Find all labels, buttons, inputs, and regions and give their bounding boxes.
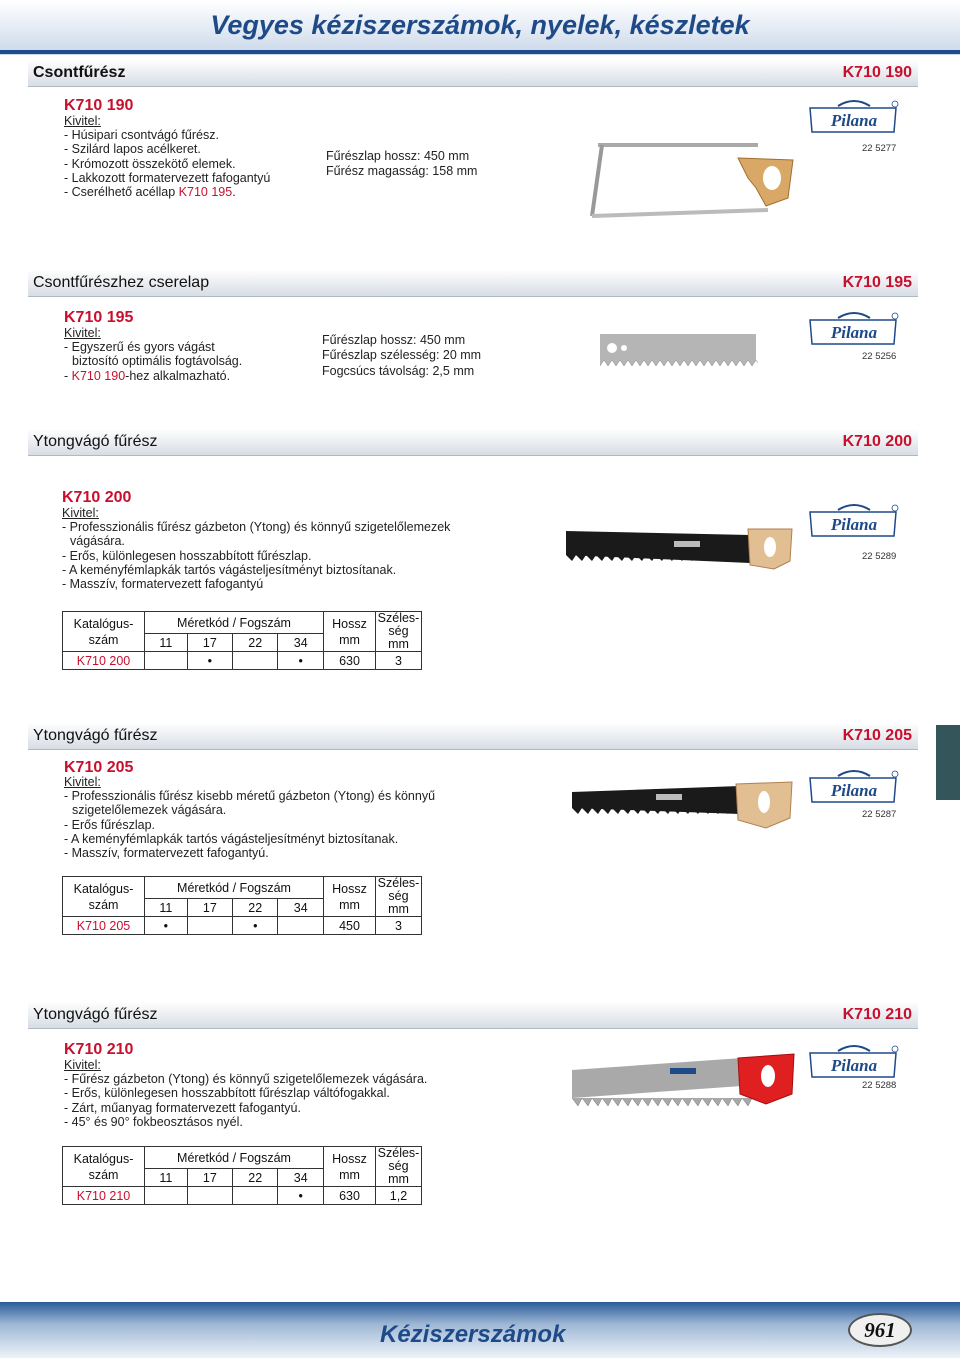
product-description [64,326,242,383]
section-title: Csontfűrész [33,64,126,81]
section-code: K710 205 [842,727,912,744]
desc-line: - Erős fűrészlap. [64,817,156,832]
product-code: K710 200 [62,489,132,506]
bone-saw-image [588,128,806,224]
desc-line: - Egyszerű és gyors vágást [64,340,215,355]
svg-text:Pilana: Pilana [830,515,878,534]
th-szelesseg: Széles- ség mm [376,1147,422,1187]
spec-line: Fűrész magasság: 158 mm [326,164,478,179]
desc-line: vágására. [70,534,125,549]
kivitel-label: Kivitel: [64,114,101,128]
spec-line: Fűrészlap hossz: 450 mm [326,149,470,163]
th-17: 17 [187,899,232,917]
section-title: Csontfűrészhez cserelap [33,274,210,291]
section-code: K710 200 [842,433,912,450]
pilana-logo [808,502,900,538]
th-szelesseg: Széles- ség mm [376,612,422,652]
desc-line: - Húsipari csontvágó fűrész. [64,128,219,143]
desc-line: - Professzionális fűrész gázbeton (Ytong) és könnyű szigetelőlemezek [62,520,451,535]
cell-11: • [145,917,188,935]
table-row [63,1187,422,1205]
saw-blade-image [598,326,758,374]
th-34: 34 [278,1169,324,1187]
section-header-ytong-205 [28,724,918,750]
section-header-ytong-200 [28,430,918,456]
cell-code: K710 210 [63,1187,145,1205]
th-22: 22 [233,634,278,652]
th-11: 11 [145,634,188,652]
th-11: 11 [145,1169,188,1187]
product-description [62,506,450,591]
section-header-csontfuresz [28,61,918,87]
table-row [63,917,422,935]
th-hossz: Hossz mm [324,1147,376,1187]
cell-code: K710 200 [63,652,145,670]
ytong-saw-image [570,778,798,830]
section-header-ytong-210 [28,1003,918,1029]
product-specs [326,149,477,180]
desc-line: biztosító optimális fogtávolság. [72,354,243,369]
th-22: 22 [233,899,278,917]
catalog-table [62,876,422,935]
footer-title: Kéziszerszámok [380,1321,566,1348]
th-22: 22 [233,1169,278,1187]
cell-11 [145,652,188,670]
svg-text:Pilana: Pilana [830,323,878,342]
cell-hossz: 450 [324,917,376,935]
th-17: 17 [187,1169,232,1187]
cell-11 [145,1187,188,1205]
desc-line: - Masszív, formatervezett fafogantyú [62,577,264,592]
kivitel-label: Kivitel: [62,506,99,520]
cell-34: • [278,652,324,670]
th-hossz: Hossz mm [324,612,376,652]
cell-code: K710 205 [63,917,145,935]
th-17: 17 [187,634,232,652]
cell-szel: 3 [376,652,422,670]
desc-line: - Krómozott összekötő elemek. [64,156,236,171]
product-code: K710 205 [64,759,134,776]
article-number: 22 5277 [862,143,897,154]
th-11: 11 [145,899,188,917]
kivitel-label: Kivitel: [64,775,101,789]
ytong-saw-image [564,525,796,575]
spec-line: Fűrészlap hossz: 450 mm [322,333,466,347]
product-code: K710 210 [64,1041,134,1058]
th-hossz: Hossz mm [324,877,376,917]
section-title: Ytongvágó fűrész [33,433,158,450]
desc-line: - Cserélhető acéllap K710 195. [64,185,236,200]
pilana-logo [808,1043,900,1079]
catalog-table [62,1146,422,1205]
section-code: K710 210 [842,1006,912,1023]
desc-line: - Masszív, formatervezett fafogantyú. [64,846,269,861]
page-title: Vegyes kéziszerszámok, nyelek, készletek [210,10,750,40]
cell-17 [187,917,232,935]
article-number: 22 5287 [862,809,897,820]
desc-line: - Erős, különlegesen hosszabbított fűrészlap váltófogakkal. [64,1086,390,1101]
desc-line: - Lakkozott formatervezett fafogantyú [64,170,271,185]
product-code: K710 190 [64,97,134,114]
th-szelesseg: Széles- ség mm [376,877,422,917]
pilana-logo [808,768,900,804]
product-description [64,775,435,860]
desc-line: - Erős, különlegesen hosszabbított fűrészlap. [62,548,312,563]
kivitel-label: Kivitel: [64,1058,101,1072]
catalog-table [62,611,422,670]
cell-34 [278,917,324,935]
desc-line: - Professzionális fűrész kisebb méretű gázbeton (Ytong) és könnyű [64,789,436,804]
th-katalogus: Katalógus- szám [63,877,145,917]
desc-line: - 45° és 90° fokbeosztásos nyél. [64,1114,243,1129]
desc-line: - Fűrész gázbeton (Ytong) és könnyű szigetelőlemezek vágására. [64,1072,428,1087]
cell-22 [233,652,278,670]
th-34: 34 [278,899,324,917]
cell-szel: 1,2 [376,1187,422,1205]
ref-code: K710 190 [71,368,126,383]
product-code: K710 195 [64,309,134,326]
desc-line: - Zárt, műanyag formatervezett fafogantyú. [64,1100,301,1115]
desc-line: - A keményfémlapkák tartós vágásteljesítményt biztosítanak. [64,831,399,846]
th-meretkod: Méretkód / Fogszám [145,1147,324,1169]
section-header-cserelap [28,271,918,297]
cell-17: • [187,652,232,670]
table-row [63,652,422,670]
svg-text:Pilana: Pilana [830,111,878,130]
page-number: 961 [848,1313,912,1347]
cell-22: • [233,917,278,935]
th-katalogus: Katalógus- szám [63,612,145,652]
cell-hossz: 630 [324,1187,376,1205]
top-header-line [0,50,960,54]
ref-code: K710 195 [178,185,233,200]
pilana-logo [808,310,900,346]
th-meretkod: Méretkód / Fogszám [145,877,324,899]
desc-line: - A keményfémlapkák tartós vágásteljesítményt biztosítanak. [62,562,397,577]
article-number: 22 5289 [862,551,897,562]
cell-17 [187,1187,232,1205]
side-tab [936,725,960,800]
product-specs [322,333,481,379]
article-number: 22 5256 [862,351,897,362]
article-number: 22 5288 [862,1080,897,1091]
section-title: Ytongvágó fűrész [33,1006,158,1023]
desc-line: - Szilárd lapos acélkeret. [64,142,201,157]
product-description [64,114,270,199]
svg-text:Pilana: Pilana [830,1056,878,1075]
kivitel-label: Kivitel: [64,326,101,340]
cell-szel: 3 [376,917,422,935]
pilana-logo [808,98,900,134]
section-code: K710 195 [842,274,912,291]
ytong-saw-image [570,1050,798,1122]
th-katalogus: Katalógus- szám [63,1147,145,1187]
section-title: Ytongvágó fűrész [33,727,158,744]
spec-line: Fűrészlap szélesség: 20 mm [322,348,482,363]
desc-line: - K710 190-hez alkalmazható. [64,368,231,383]
th-34: 34 [278,634,324,652]
cell-22 [233,1187,278,1205]
product-description [64,1058,427,1129]
desc-line: szigetelőlemezek vágására. [72,803,227,818]
section-code: K710 190 [842,64,912,81]
cell-hossz: 630 [324,652,376,670]
th-meretkod: Méretkód / Fogszám [145,612,324,634]
cell-34: • [278,1187,324,1205]
svg-text:Pilana: Pilana [830,781,878,800]
spec-line: Fogcsúcs távolság: 2,5 mm [322,363,475,378]
